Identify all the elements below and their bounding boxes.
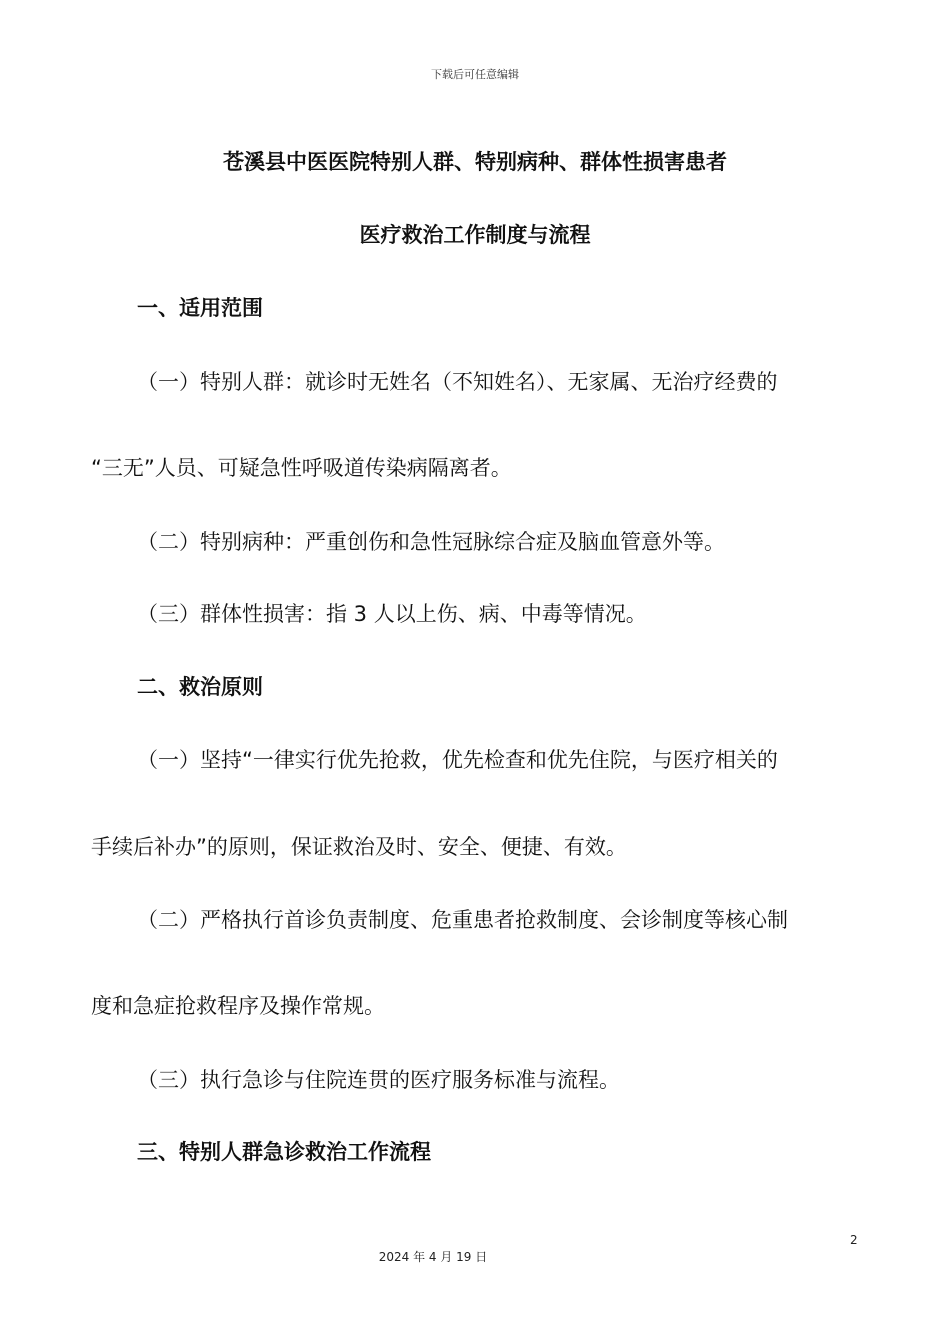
paragraph-mass-casualty: （三）群体性损害：指 3 人以上伤、病、中毒等情况。 [137, 602, 647, 626]
paragraph-principle-2-line-1: （二）严格执行首诊负责制度、危重患者抢救制度、会诊制度等核心制 [137, 908, 788, 932]
paragraph-principle-2-line-2: 度和急症抢救程序及操作常规。 [91, 994, 385, 1018]
section-heading-scope: 一、适用范围 [137, 296, 263, 320]
section-heading-principles: 二、救治原则 [137, 675, 263, 699]
section-heading-workflow: 三、特别人群急诊救治工作流程 [137, 1140, 431, 1164]
document-title-line-1: 苍溪县中医医院特别人群、特别病种、群体性损害患者 [223, 150, 727, 174]
paragraph-principle-1-line-1: （一）坚持“一律实行优先抢救，优先检查和优先住院，与医疗相关的 [137, 748, 778, 772]
paragraph-principle-1-line-2: 手续后补办”的原则，保证救治及时、安全、便捷、有效。 [91, 835, 627, 859]
page-number: 2 [850, 1233, 858, 1247]
paragraph-special-disease: （二）特别病种：严重创伤和急性冠脉综合症及脑血管意外等。 [137, 530, 725, 554]
paragraph-principle-3: （三）执行急诊与住院连贯的医疗服务标准与流程。 [137, 1068, 620, 1092]
footer-date: 2024 年 4 月 19 日 [378, 1250, 488, 1264]
paragraph-special-population-line-2: “三无”人员、可疑急性呼吸道传染病隔离者。 [91, 456, 512, 480]
header-note: 下载后可任意编辑 [431, 68, 519, 81]
paragraph-special-population-line-1: （一）特别人群：就诊时无姓名（不知姓名）、无家属、无治疗经费的 [137, 370, 778, 394]
document-title-line-2: 医疗救治工作制度与流程 [359, 223, 591, 247]
